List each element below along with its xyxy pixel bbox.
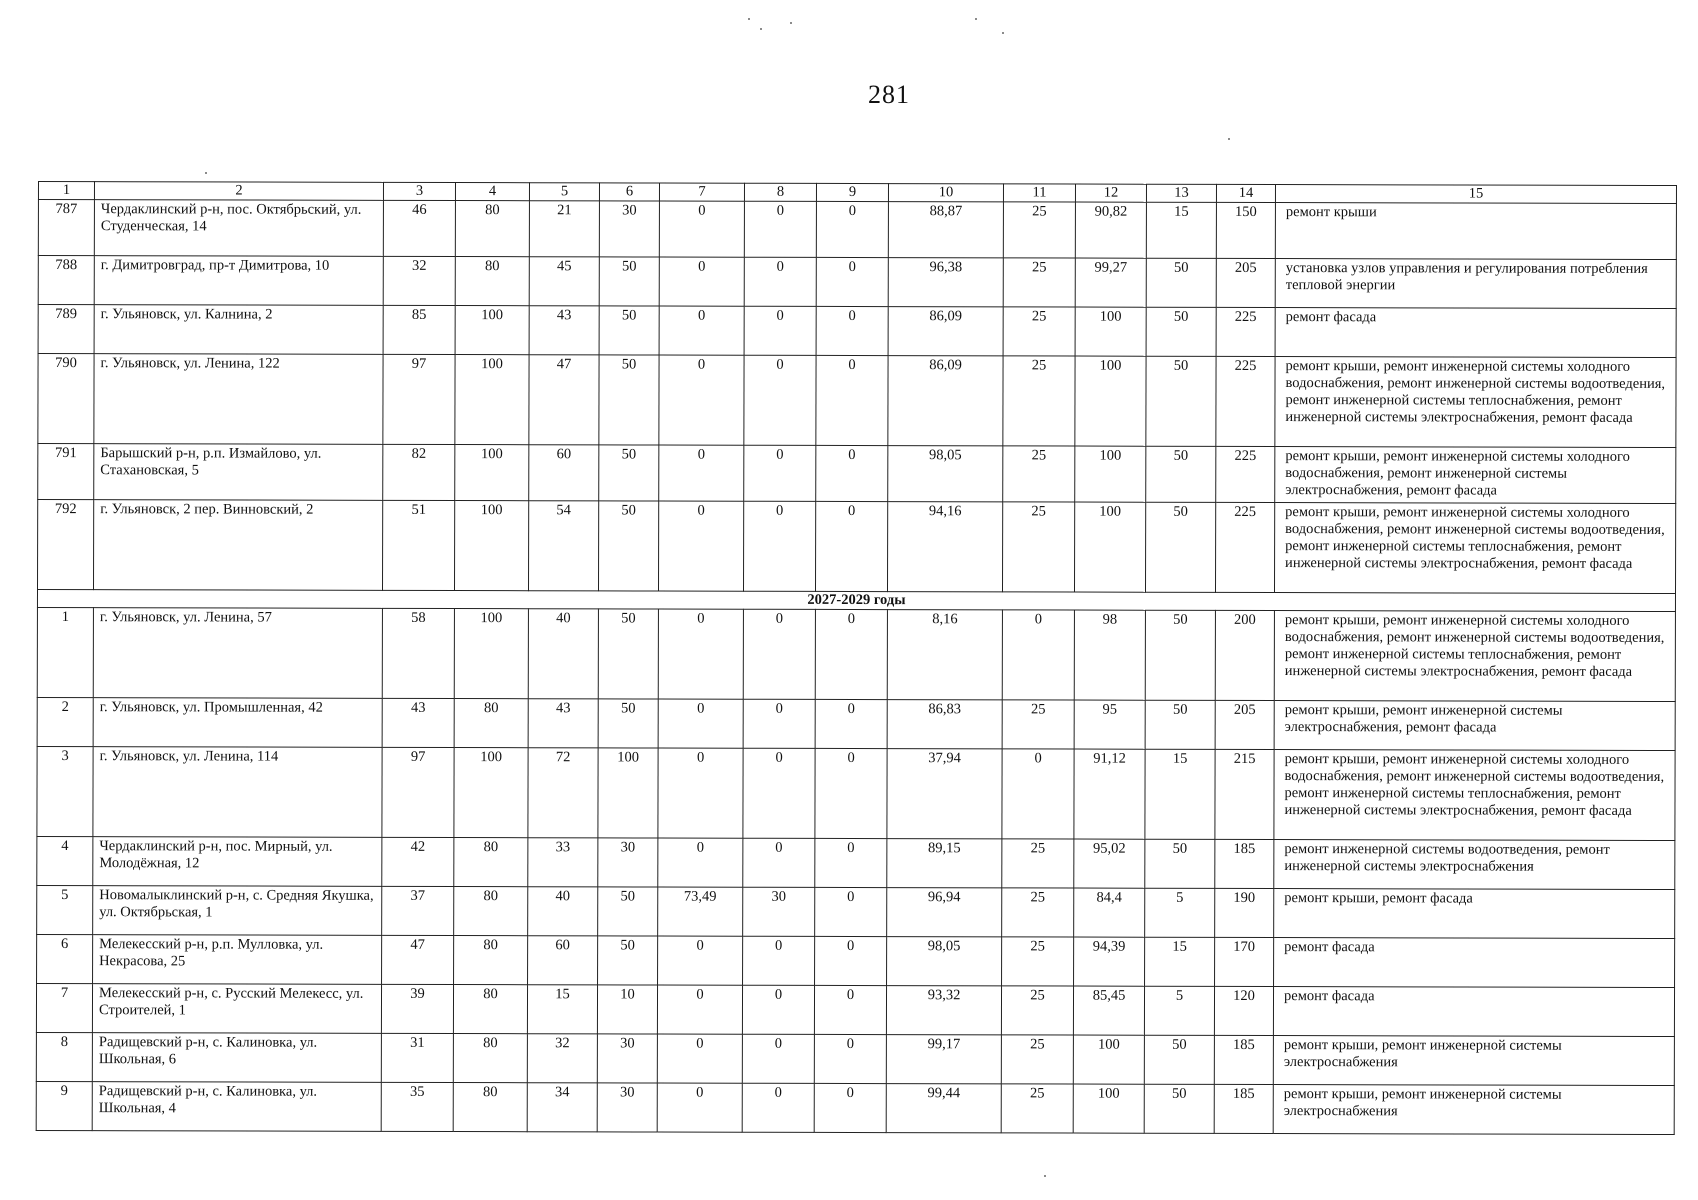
value-cell-c9: 0 — [814, 1083, 886, 1132]
value-cell-c14: 200 — [1215, 610, 1274, 700]
value-cell-c5: 32 — [527, 1034, 597, 1083]
column-header: 10 — [888, 184, 1003, 202]
value-cell-c8: 0 — [743, 936, 815, 985]
row-number-cell: 3 — [37, 746, 93, 836]
value-cell-c7: 0 — [658, 748, 743, 838]
address-cell: Радищевский р-н, с. Калиновка, ул. Школьная, 6 — [92, 1033, 381, 1083]
value-cell-c8: 0 — [744, 306, 816, 355]
value-cell-c6: 50 — [598, 699, 658, 748]
value-cell-c11: 25 — [1003, 356, 1075, 446]
value-cell-c11: 25 — [1003, 307, 1075, 356]
address-cell: г. Ульяновск, ул. Ленина, 114 — [93, 747, 382, 838]
column-header: 12 — [1075, 184, 1146, 202]
value-cell-c11: 25 — [1003, 202, 1075, 258]
value-cell-c12: 100 — [1074, 502, 1145, 592]
value-cell-c14: 190 — [1215, 888, 1274, 937]
row-number-cell: 9 — [36, 1081, 92, 1130]
scan-speck — [1002, 32, 1004, 34]
value-cell-c8: 0 — [744, 445, 816, 501]
value-cell-c5: 33 — [528, 838, 598, 887]
row-number-cell: 792 — [38, 500, 94, 590]
column-header: 9 — [816, 183, 888, 201]
value-cell-c6: 50 — [598, 936, 658, 985]
value-cell-c4: 80 — [454, 699, 528, 748]
address-cell: г. Ульяновск, ул. Калнина, 2 — [94, 305, 383, 355]
value-cell-c4: 100 — [454, 748, 528, 838]
value-cell-c14: 225 — [1216, 356, 1275, 446]
value-cell-c10: 89,15 — [887, 839, 1002, 888]
value-cell-c5: 40 — [528, 887, 598, 936]
value-cell-c4: 100 — [455, 501, 529, 591]
address-cell: Чердаклинский р-н, пос. Октябрьский, ул. Студенческая, 14 — [94, 200, 383, 257]
value-cell-c4: 100 — [455, 355, 529, 445]
works-description-cell: ремонт крыши, ремонт инженерной системы холодного водоснабжения, ремонт инженерной системы водоотведения, ремонт инженерной системы теплоснабжения, ремонт инженерной системы электроснабжения, ремонт фасада — [1274, 750, 1675, 841]
value-cell-c11: 25 — [1002, 700, 1074, 749]
works-description-cell: ремонт крыши, ремонт инженерной системы электроснабжения — [1273, 1085, 1674, 1135]
value-cell-c4: 80 — [454, 887, 528, 936]
value-cell-c12: 85,45 — [1073, 986, 1144, 1035]
works-description-cell: ремонт крыши, ремонт инженерной системы холодного водоснабжения, ремонт инженерной системы водоотведения, ремонт инженерной системы теплоснабжения, ремонт инженерной системы электроснабжения, ремонт фасада — [1274, 503, 1675, 594]
value-cell-c3: 42 — [382, 837, 454, 886]
table-row — [38, 444, 1676, 504]
value-cell-c4: 80 — [453, 1083, 527, 1132]
value-cell-c3: 58 — [382, 608, 454, 698]
row-number-cell: 790 — [38, 354, 94, 444]
table-row — [37, 697, 1675, 750]
value-cell-c9: 0 — [816, 201, 888, 257]
column-header: 6 — [599, 183, 659, 201]
address-cell: Радищевский р-н, с. Калиновка, ул. Школьная, 4 — [92, 1082, 381, 1132]
value-cell-c9: 0 — [815, 501, 887, 591]
value-cell-c4: 80 — [453, 985, 527, 1034]
value-cell-c8: 0 — [742, 1083, 814, 1132]
value-cell-c11: 25 — [1003, 258, 1075, 307]
value-cell-c5: 45 — [529, 257, 599, 306]
works-description-cell: ремонт фасада — [1275, 308, 1676, 358]
value-cell-c11: 25 — [1002, 839, 1074, 888]
value-cell-c3: 43 — [382, 698, 454, 747]
table-row — [37, 836, 1675, 889]
value-cell-c12: 84,4 — [1074, 888, 1145, 937]
row-number-cell: 788 — [38, 256, 94, 305]
value-cell-c5: 60 — [529, 445, 599, 501]
value-cell-c7: 0 — [659, 355, 744, 445]
row-number-cell: 789 — [38, 305, 94, 354]
value-cell-c6: 30 — [597, 1034, 657, 1083]
value-cell-c14: 185 — [1215, 839, 1274, 888]
value-cell-c5: 40 — [528, 609, 598, 699]
column-header: 11 — [1003, 184, 1075, 202]
value-cell-c12: 91,12 — [1074, 749, 1145, 839]
value-cell-c12: 90,82 — [1075, 202, 1146, 258]
value-cell-c5: 60 — [528, 936, 598, 985]
scan-speck — [1228, 138, 1230, 140]
value-cell-c7: 0 — [659, 501, 744, 591]
value-cell-c13: 50 — [1146, 356, 1216, 446]
value-cell-c8: 0 — [744, 257, 816, 306]
address-cell: Мелекесский р-н, с. Русский Мелекесс, ул. Строителей, 1 — [92, 984, 381, 1034]
value-cell-c9: 0 — [815, 887, 887, 936]
address-cell: г. Ульяновск, ул. Ленина, 122 — [94, 354, 383, 445]
value-cell-c6: 30 — [597, 1083, 657, 1132]
value-cell-c4: 80 — [454, 936, 528, 985]
value-cell-c10: 99,17 — [886, 1035, 1001, 1084]
value-cell-c10: 96,38 — [888, 258, 1003, 307]
row-number-cell: 1 — [37, 607, 93, 697]
value-cell-c4: 80 — [454, 838, 528, 887]
row-number-cell: 7 — [36, 983, 92, 1032]
value-cell-c3: 47 — [382, 935, 454, 984]
value-cell-c13: 15 — [1145, 937, 1215, 986]
works-description-cell: ремонт крыши — [1275, 203, 1676, 260]
value-cell-c8: 0 — [742, 1034, 814, 1083]
row-number-cell: 2 — [37, 697, 93, 746]
value-cell-c12: 100 — [1075, 446, 1146, 502]
works-description-cell: ремонт фасада — [1273, 987, 1674, 1037]
value-cell-c5: 43 — [529, 306, 599, 355]
value-cell-c8: 0 — [743, 609, 815, 699]
works-description-cell: ремонт инженерной системы водоотведения, ремонт инженерной системы электроснабжения — [1274, 840, 1675, 890]
value-cell-c7: 0 — [658, 936, 743, 985]
value-cell-c13: 5 — [1145, 888, 1215, 937]
table-row — [36, 983, 1674, 1036]
value-cell-c4: 100 — [455, 445, 529, 501]
value-cell-c5: 72 — [528, 748, 598, 838]
value-cell-c14: 185 — [1214, 1035, 1273, 1084]
value-cell-c9: 0 — [816, 355, 888, 445]
value-cell-c11: 25 — [1002, 888, 1074, 937]
value-cell-c6: 50 — [598, 609, 658, 699]
value-cell-c3: 51 — [383, 500, 455, 590]
value-cell-c7: 0 — [657, 1034, 742, 1083]
value-cell-c10: 8,16 — [887, 610, 1002, 700]
value-cell-c9: 0 — [816, 445, 888, 501]
row-number-cell: 787 — [38, 200, 94, 256]
column-header: 8 — [744, 183, 816, 201]
value-cell-c14: 225 — [1216, 307, 1275, 356]
value-cell-c11: 25 — [1003, 446, 1075, 502]
value-cell-c9: 0 — [815, 748, 887, 838]
value-cell-c13: 50 — [1144, 1084, 1214, 1133]
value-cell-c13: 15 — [1146, 202, 1216, 258]
value-cell-c14: 185 — [1214, 1084, 1273, 1133]
value-cell-c7: 0 — [658, 609, 743, 699]
value-cell-c6: 50 — [599, 355, 659, 445]
value-cell-c14: 225 — [1215, 502, 1274, 592]
value-cell-c3: 35 — [381, 1082, 453, 1131]
value-cell-c3: 97 — [383, 354, 455, 444]
value-cell-c7: 0 — [659, 445, 744, 501]
value-cell-c3: 31 — [381, 1033, 453, 1082]
value-cell-c10: 99,44 — [886, 1084, 1001, 1133]
table-row — [38, 200, 1676, 260]
address-cell: Новомалыклинский р-н, с. Средняя Якушка, ул. Октябрьская, 1 — [93, 886, 382, 936]
value-cell-c6: 10 — [597, 985, 657, 1034]
value-cell-c3: 32 — [383, 256, 455, 305]
value-cell-c8: 0 — [744, 355, 816, 445]
value-cell-c5: 47 — [529, 355, 599, 445]
value-cell-c12: 100 — [1075, 307, 1146, 356]
column-header: 14 — [1216, 184, 1275, 202]
value-cell-c6: 50 — [599, 445, 659, 501]
value-cell-c13: 50 — [1146, 258, 1216, 307]
value-cell-c5: 15 — [527, 985, 597, 1034]
value-cell-c4: 100 — [455, 306, 529, 355]
value-cell-c6: 50 — [599, 257, 659, 306]
value-cell-c4: 80 — [453, 1034, 527, 1083]
value-cell-c8: 30 — [743, 887, 815, 936]
address-cell: Мелекесский р-н, р.п. Мулловка, ул. Некрасова, 25 — [93, 935, 382, 985]
works-description-cell: установка узлов управления и регулирования потребления тепловой энергии — [1275, 259, 1676, 309]
document-sheet — [36, 181, 1677, 1135]
address-cell: г. Ульяновск, 2 пер. Винновский, 2 — [94, 500, 383, 591]
value-cell-c13: 15 — [1145, 749, 1215, 839]
value-cell-c3: 39 — [381, 984, 453, 1033]
value-cell-c12: 95,02 — [1074, 839, 1145, 888]
value-cell-c13: 50 — [1146, 307, 1216, 356]
value-cell-c7: 0 — [658, 699, 743, 748]
row-number-cell: 791 — [38, 444, 94, 500]
table-row — [37, 746, 1675, 840]
value-cell-c10: 94,16 — [887, 502, 1002, 592]
value-cell-c4: 80 — [455, 201, 529, 257]
value-cell-c11: 25 — [1002, 937, 1074, 986]
value-cell-c7: 0 — [659, 201, 744, 257]
scan-speck — [1044, 1175, 1046, 1177]
value-cell-c8: 0 — [742, 985, 814, 1034]
value-cell-c9: 0 — [815, 838, 887, 887]
table-row — [37, 607, 1675, 701]
value-cell-c11: 25 — [1001, 1035, 1073, 1084]
column-header: 15 — [1275, 185, 1676, 204]
scan-speck — [975, 18, 977, 20]
table-row — [38, 256, 1676, 309]
value-cell-c12: 99,27 — [1075, 258, 1146, 307]
section-title: 2027-2029 годы — [37, 590, 1675, 612]
value-cell-c14: 120 — [1214, 986, 1273, 1035]
value-cell-c7: 73,49 — [658, 887, 743, 936]
value-cell-c11: 0 — [1002, 749, 1074, 839]
works-description-cell: ремонт крыши, ремонт инженерной системы холодного водоснабжения, ремонт инженерной системы водоотведения, ремонт инженерной системы теплоснабжения, ремонт инженерной системы электроснабжения, ремонт фасада — [1275, 357, 1676, 448]
value-cell-c10: 86,83 — [887, 700, 1002, 749]
scan-speck — [205, 172, 207, 174]
value-cell-c3: 97 — [382, 747, 454, 837]
table-row — [37, 885, 1675, 938]
value-cell-c5: 21 — [529, 201, 599, 257]
column-header: 1 — [38, 182, 94, 200]
column-header: 2 — [94, 182, 383, 201]
value-cell-c13: 50 — [1145, 700, 1215, 749]
value-cell-c7: 0 — [659, 306, 744, 355]
value-cell-c13: 50 — [1146, 446, 1216, 502]
value-cell-c6: 100 — [598, 748, 658, 838]
value-cell-c3: 82 — [383, 444, 455, 500]
value-cell-c7: 0 — [658, 838, 743, 887]
row-number-cell: 4 — [37, 836, 93, 885]
value-cell-c9: 0 — [816, 257, 888, 306]
repair-program-table — [36, 181, 1677, 1135]
value-cell-c5: 43 — [528, 699, 598, 748]
value-cell-c8: 0 — [743, 501, 815, 591]
value-cell-c6: 50 — [598, 887, 658, 936]
value-cell-c10: 98,05 — [887, 937, 1002, 986]
value-cell-c4: 80 — [455, 257, 529, 306]
value-cell-c12: 100 — [1073, 1084, 1144, 1133]
scan-speck — [748, 18, 750, 20]
value-cell-c3: 37 — [382, 886, 454, 935]
value-cell-c14: 205 — [1216, 258, 1275, 307]
column-header: 4 — [455, 183, 529, 201]
value-cell-c3: 46 — [383, 200, 455, 256]
value-cell-c14: 170 — [1215, 937, 1274, 986]
address-cell: Чердаклинский р-н, пос. Мирный, ул. Молодёжная, 12 — [93, 837, 382, 887]
column-header: 5 — [529, 183, 599, 201]
table-row — [36, 1081, 1674, 1134]
works-description-cell: ремонт крыши, ремонт фасада — [1274, 889, 1675, 939]
value-cell-c10: 86,09 — [888, 356, 1003, 446]
value-cell-c5: 34 — [527, 1083, 597, 1132]
row-number-cell: 8 — [36, 1032, 92, 1081]
value-cell-c14: 150 — [1216, 202, 1275, 258]
value-cell-c14: 215 — [1215, 749, 1274, 839]
row-number-cell: 6 — [37, 934, 93, 983]
value-cell-c8: 0 — [744, 201, 816, 257]
address-cell: г. Ульяновск, ул. Промышленная, 42 — [93, 698, 382, 748]
scan-speck — [790, 22, 792, 24]
value-cell-c10: 37,94 — [887, 749, 1002, 839]
works-description-cell: ремонт крыши, ремонт инженерной системы холодного водоснабжения, ремонт инженерной системы электроснабжения, ремонт фасада — [1275, 447, 1676, 504]
value-cell-c8: 0 — [743, 699, 815, 748]
value-cell-c10: 96,94 — [887, 888, 1002, 937]
value-cell-c6: 30 — [599, 201, 659, 257]
value-cell-c5: 54 — [529, 501, 599, 591]
works-description-cell: ремонт фасада — [1274, 938, 1675, 988]
value-cell-c12: 100 — [1073, 1035, 1144, 1084]
value-cell-c12: 94,39 — [1074, 937, 1145, 986]
value-cell-c13: 50 — [1144, 1035, 1214, 1084]
value-cell-c11: 0 — [1002, 610, 1074, 700]
value-cell-c13: 50 — [1145, 839, 1215, 888]
scan-speck — [760, 28, 762, 30]
table-row — [38, 305, 1676, 358]
row-number-cell: 5 — [37, 885, 93, 934]
table-row — [38, 354, 1676, 448]
value-cell-c11: 25 — [1001, 986, 1073, 1035]
address-cell: г. Ульяновск, ул. Ленина, 57 — [93, 608, 382, 699]
value-cell-c7: 0 — [657, 985, 742, 1034]
value-cell-c9: 0 — [815, 699, 887, 748]
value-cell-c10: 98,05 — [888, 446, 1003, 502]
value-cell-c11: 25 — [1001, 1084, 1073, 1133]
value-cell-c9: 0 — [815, 936, 887, 985]
column-header: 7 — [659, 183, 744, 201]
value-cell-c9: 0 — [816, 306, 888, 355]
page-number: 281 — [868, 80, 910, 109]
value-cell-c6: 30 — [598, 838, 658, 887]
table-row — [37, 934, 1675, 987]
value-cell-c13: 5 — [1144, 986, 1214, 1035]
value-cell-c10: 88,87 — [888, 202, 1003, 258]
value-cell-c10: 86,09 — [888, 307, 1003, 356]
works-description-cell: ремонт крыши, ремонт инженерной системы электроснабжения, ремонт фасада — [1274, 701, 1675, 751]
value-cell-c3: 85 — [383, 305, 455, 354]
value-cell-c8: 0 — [743, 748, 815, 838]
value-cell-c4: 100 — [454, 609, 528, 699]
value-cell-c9: 0 — [814, 985, 886, 1034]
column-header: 3 — [383, 182, 455, 200]
address-cell: г. Димитровград, пр-т Димитрова, 10 — [94, 256, 383, 306]
works-description-cell: ремонт крыши, ремонт инженерной системы электроснабжения — [1273, 1036, 1674, 1086]
value-cell-c9: 0 — [814, 1034, 886, 1083]
value-cell-c6: 50 — [599, 306, 659, 355]
value-cell-c9: 0 — [815, 609, 887, 699]
table-body — [36, 182, 1676, 1135]
column-header: 13 — [1146, 184, 1216, 202]
value-cell-c12: 98 — [1074, 610, 1145, 700]
works-description-cell: ремонт крыши, ремонт инженерной системы холодного водоснабжения, ремонт инженерной системы водоотведения, ремонт инженерной системы теплоснабжения, ремонт инженерной системы электроснабжения, ремонт фасада — [1274, 611, 1675, 702]
table-row — [36, 1032, 1674, 1085]
value-cell-c14: 205 — [1215, 700, 1274, 749]
value-cell-c13: 50 — [1145, 502, 1215, 592]
value-cell-c10: 93,32 — [886, 986, 1001, 1035]
value-cell-c7: 0 — [659, 257, 744, 306]
value-cell-c12: 100 — [1075, 356, 1146, 446]
table-row — [38, 500, 1676, 594]
value-cell-c6: 50 — [599, 501, 659, 591]
value-cell-c8: 0 — [743, 838, 815, 887]
value-cell-c12: 95 — [1074, 700, 1145, 749]
value-cell-c14: 225 — [1216, 446, 1275, 502]
value-cell-c7: 0 — [657, 1083, 742, 1132]
value-cell-c13: 50 — [1145, 610, 1215, 700]
value-cell-c11: 25 — [1002, 502, 1074, 592]
address-cell: Барышский р-н, р.п. Измайлово, ул. Стахановская, 5 — [94, 444, 383, 501]
